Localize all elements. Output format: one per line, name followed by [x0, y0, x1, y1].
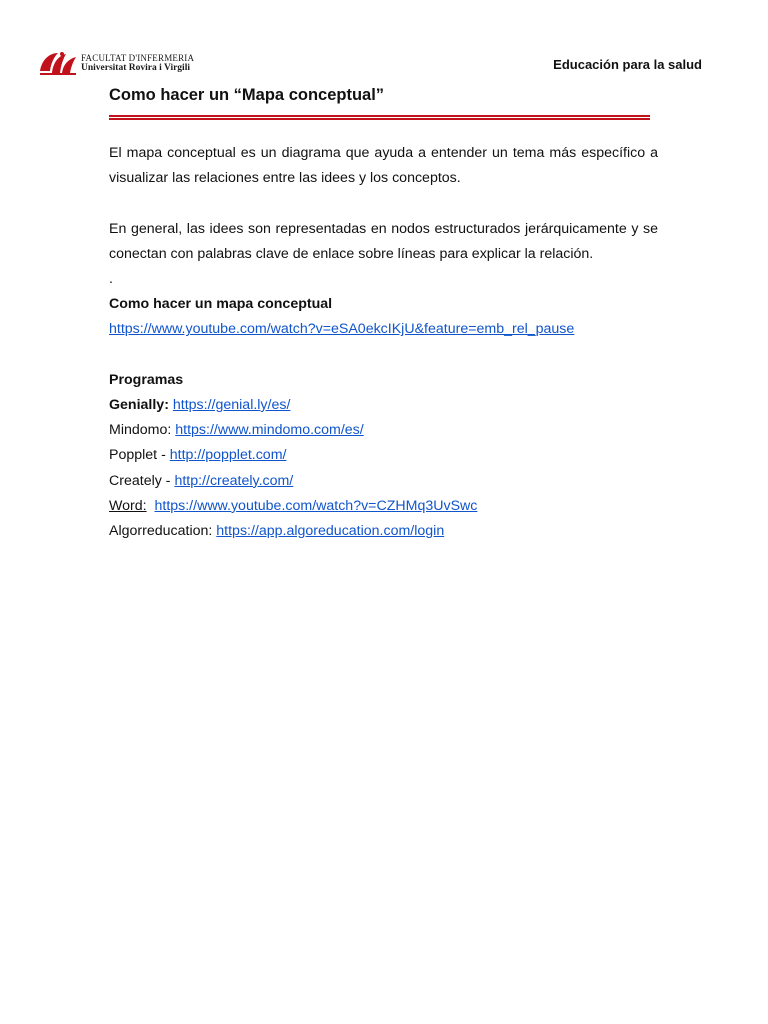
- document-body: [109, 141, 658, 544]
- program-label: Popplet: [109, 447, 158, 464]
- program-link-algoreducation[interactable]: https://app.algoreducation.com/login: [216, 523, 445, 540]
- program-link-word[interactable]: https://www.youtube.com/watch?v=CZHMq3UvSwc: [154, 497, 478, 514]
- program-label: Algorreducation:: [109, 523, 213, 540]
- header-title: Educación para la salud: [553, 57, 702, 72]
- paragraph-general: En general, las idees son representadas en nodos estructurados jerárquicamente y se conectan con palabras clave de enlace sobre líneas para explicar la relación.: [109, 220, 658, 262]
- document-title: Como hacer un “Mapa conceptual”: [109, 86, 385, 104]
- program-item-algoreducation: [109, 519, 658, 544]
- program-item-mindomo: [109, 418, 658, 443]
- program-label: Genially:: [109, 397, 169, 413]
- program-label: Word:: [109, 497, 147, 514]
- urv-logo-icon: [38, 49, 78, 77]
- program-item-genially: [109, 393, 658, 418]
- program-label: Mindomo:: [109, 422, 172, 439]
- program-link-creately[interactable]: http://creately.com/: [174, 472, 294, 489]
- university-logo: [38, 49, 194, 77]
- logo-university-name: Universitat Rovira i Virgili: [81, 63, 190, 73]
- title-divider: [109, 115, 650, 121]
- program-item-word: [109, 494, 658, 519]
- dot-line: .: [109, 271, 113, 287]
- programs-heading: Programas: [109, 371, 184, 388]
- paragraph-intro: El mapa conceptual es un diagrama que ayuda a entender un tema más específico a visualizar las relaciones entre las idees y los conceptos.: [109, 145, 658, 187]
- logo-text: [81, 53, 194, 73]
- program-label: Creately: [109, 472, 162, 489]
- program-link-popplet[interactable]: http://popplet.com/: [169, 447, 287, 464]
- program-item-creately: Creately - http://creately.com/: [109, 472, 294, 489]
- video-link[interactable]: https://www.youtube.com/watch?v=eSA0ekcIKjU&feature=emb_rel_pause: [109, 321, 575, 338]
- program-item-popplet: Popplet - http://popplet.com/: [109, 447, 287, 464]
- subheading-how-to: Como hacer un mapa conceptual: [109, 296, 333, 313]
- logo-faculty-name: FACULTAT D'INFERMERIA: [81, 53, 195, 63]
- program-link-genially[interactable]: https://genial.ly/es/: [172, 397, 291, 413]
- program-link-mindomo[interactable]: https://www.mindomo.com/es/: [175, 422, 364, 439]
